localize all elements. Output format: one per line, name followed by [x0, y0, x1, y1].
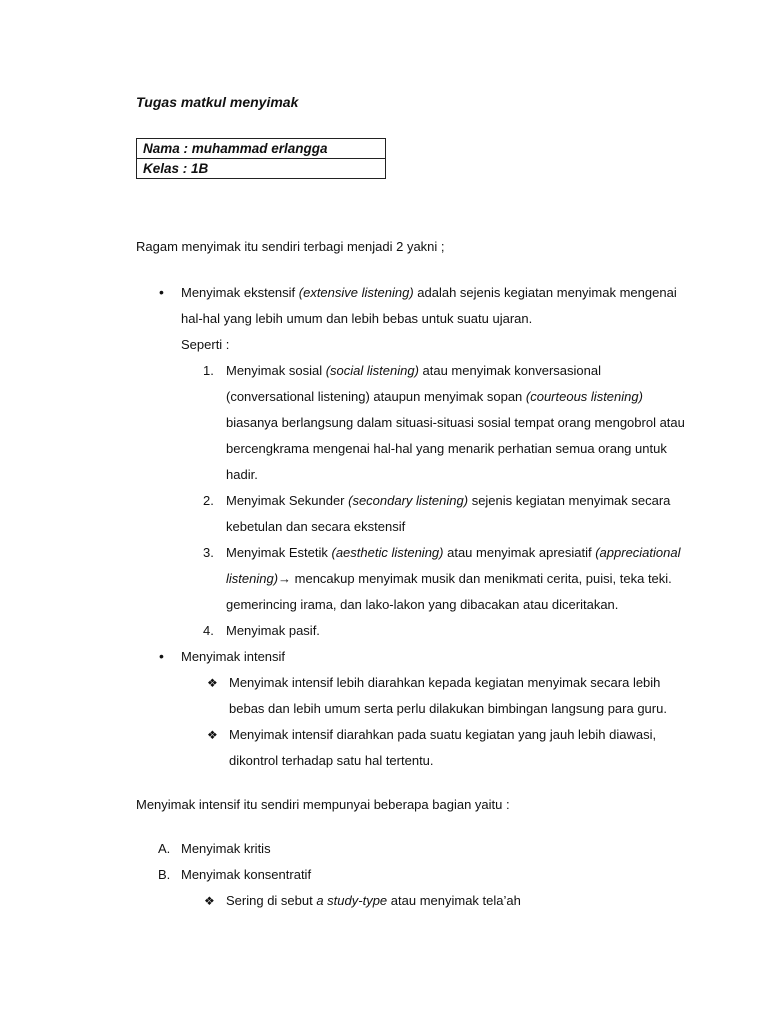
list-number: 3.	[203, 545, 214, 560]
bullet-icon: •	[159, 284, 164, 300]
item-2-line-1: Menyimak Sekunder (secondary listening) sejenis kegiatan menyimak secara	[226, 493, 671, 508]
item-1-line-2: (conversational listening) ataupun menyimak sopan (courteous listening)	[226, 389, 643, 404]
list-letter: B.	[158, 867, 171, 882]
bullet-icon: •	[159, 648, 164, 664]
identity-table	[136, 138, 386, 179]
intro-paragraph: Ragam menyimak itu sendiri terbagi menjadi 2 yakni ;	[136, 239, 445, 254]
item-1-line-5: hadir.	[226, 467, 258, 482]
seperti-label: Seperti :	[181, 337, 230, 352]
intensif-label: Menyimak intensif	[181, 649, 286, 664]
diamond-bullet-icon: ❖	[207, 676, 218, 690]
item-4-line-1: Menyimak pasif.	[226, 623, 320, 638]
item-1-line-4: bercengkrama mengenai hal-hal yang menarik perhatian semua orang untuk	[226, 441, 667, 456]
item-3-line-3: gemerincing irama, dan lako-lakon yang dibacakan atau diceritakan.	[226, 597, 619, 612]
sub-point-line: Sering di sebut a study-type atau menyimak tela’ah	[226, 893, 521, 908]
item-2-line-2: kebetulan dan secara ekstensif	[226, 519, 406, 534]
parts-intro: Menyimak intensif itu sendiri mempunyai beberapa bagian yaitu :	[136, 797, 510, 812]
list-number: 1.	[203, 363, 214, 378]
intensif-point-1-line-1: Menyimak intensif lebih diarahkan kepada kegiatan menyimak secara lebih	[229, 675, 661, 690]
item-1-line-3: biasanya berlangsung dalam situasi-situasi sosial tempat orang mengobrol atau	[226, 415, 685, 430]
diamond-bullet-icon: ❖	[204, 894, 215, 908]
intensif-point-1-line-2: bebas dan lebih umum serta perlu dilakukan bimbingan langsung para guru.	[229, 701, 667, 716]
item-3-line-2: listening)→ mencakup menyimak musik dan menikmati cerita, puisi, teka teki.	[226, 571, 672, 586]
ekstensif-line-2: hal-hal yang lebih umum dan lebih bebas untuk suatu ujaran.	[181, 311, 533, 326]
ekstensif-line-1: Menyimak ekstensif (extensive listening) adalah sejenis kegiatan menyimak mengenai	[181, 285, 677, 300]
intensif-point-2-line-2: dikontrol terhadap satu hal tertentu.	[229, 753, 434, 768]
part-a-label: Menyimak kritis	[181, 841, 271, 856]
part-b-label: Menyimak konsentratif	[181, 867, 312, 882]
list-letter: A.	[158, 841, 171, 856]
intensif-point-2-line-1: Menyimak intensif diarahkan pada suatu kegiatan yang jauh lebih diawasi,	[229, 727, 657, 742]
identity-name: Nama : muhammad erlangga	[143, 141, 328, 156]
list-number: 2.	[203, 493, 214, 508]
list-number: 4.	[203, 623, 214, 638]
item-1-line-1: Menyimak sosial (social listening) atau menyimak konversasional	[226, 363, 601, 378]
identity-class: Kelas : 1B	[137, 158, 385, 178]
diamond-bullet-icon: ❖	[207, 728, 218, 742]
item-3-line-1: Menyimak Estetik (aesthetic listening) atau menyimak apresiatif (appreciational	[226, 545, 681, 560]
document-title: Tugas matkul menyimak	[136, 94, 299, 110]
